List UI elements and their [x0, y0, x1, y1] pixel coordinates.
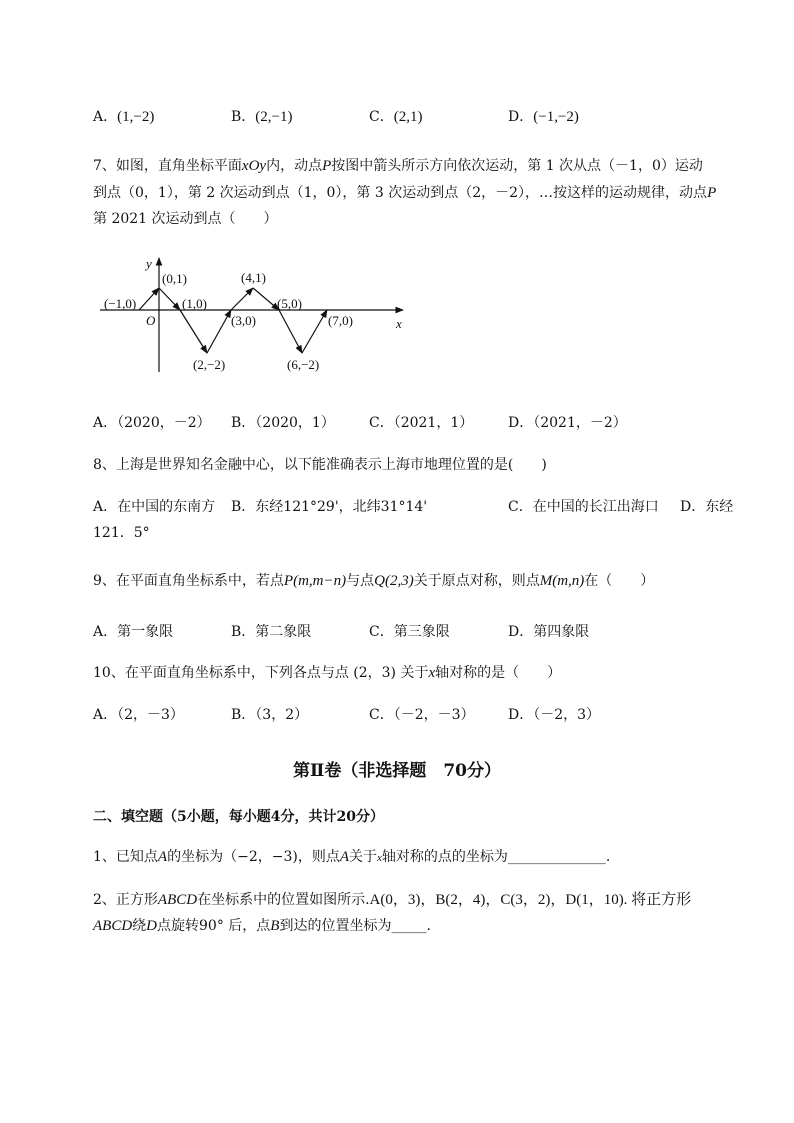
q8-stem: 8、上海是世界知名金融中心，以下能准确表示上海市地理位置的是( )	[93, 457, 547, 473]
stem-text: 1、已知点	[93, 849, 158, 865]
q9-option-d: D．第四象限	[508, 624, 590, 640]
var-b: B	[270, 918, 280, 934]
point-label: (4,1)	[241, 270, 266, 285]
var-abcd: ABCD	[157, 892, 198, 908]
q8-option-d-continued: 121．5°	[93, 525, 150, 541]
option-letter: A．	[93, 109, 118, 125]
stem-text: 关于原点对称，则点	[413, 573, 540, 589]
q7-option-a: A．（2020，－2）	[93, 415, 211, 431]
q8-option-a: A．在中国的东南方	[93, 499, 216, 515]
origin-label: O	[146, 313, 156, 328]
path-segment	[231, 288, 253, 310]
fill-question-2-line2	[93, 917, 431, 935]
var-xoy: xOy	[241, 158, 267, 174]
point-m: M(m,n)	[539, 573, 585, 589]
option-value: (−1,−2)	[533, 109, 579, 125]
stem-text: 9、在平面直角坐标系中，若点	[93, 573, 284, 589]
q7-coordinate-figure	[95, 252, 415, 377]
stem-text: 轴对称的点的坐标为______________.	[381, 849, 611, 865]
q7-option-d: D．（2021，－2）	[508, 415, 627, 431]
x-axis-label: x	[396, 316, 402, 331]
stem-text: 绕	[132, 918, 147, 934]
point-label: (3,0)	[231, 313, 256, 328]
stem-text: 与点	[346, 573, 375, 589]
var-x: x	[377, 852, 382, 864]
q10-option-c: C．（－2，－3）	[369, 707, 475, 723]
q7-stem-line3: 第 2021 次运动到点（ ）	[93, 211, 278, 227]
stem-text: 在（ ）	[584, 573, 655, 589]
point-label: (1,0)	[182, 296, 207, 311]
q8-option-c: C．在中国的长江出海口	[508, 499, 659, 515]
q9-stem	[93, 572, 654, 590]
point-label: (0,1)	[162, 271, 187, 286]
stem-text: 7、如图，直角坐标平面	[93, 158, 242, 174]
q6-option-d	[508, 108, 579, 126]
point-label: (6,−2)	[287, 357, 320, 372]
point-label: (5,0)	[277, 296, 302, 311]
q7-option-c: C．（2021，1）	[369, 415, 474, 431]
point-label: (7,0)	[328, 313, 353, 328]
option-letter: B．	[231, 109, 256, 125]
point-p: P(m,m−n)	[283, 573, 347, 589]
fill-question-2-line1	[93, 891, 691, 909]
q9-option-c: C．第三象限	[369, 624, 450, 640]
var-p: P	[322, 158, 332, 174]
q6-option-a	[93, 108, 154, 126]
q10-option-d: D．（－2，3）	[508, 707, 601, 723]
path-segment	[180, 310, 207, 353]
stem-text: 轴对称的是（ ）	[435, 665, 562, 681]
q10-option-b: B．（3，2）	[231, 707, 309, 723]
q10-stem	[93, 664, 561, 682]
option-value: (2,−1)	[255, 109, 293, 125]
fill-question-1	[93, 848, 610, 867]
q10-option-a: A．（2，－3）	[93, 707, 184, 723]
stem-text: 按图中箭头所示方向依次运动，第 1 次从点（－1，0）运动	[331, 158, 703, 174]
stem-text: 在坐标系中的位置如图所示.	[197, 892, 370, 908]
path-segment	[139, 288, 159, 310]
point-q: Q(2,3)	[374, 573, 414, 589]
section-heading: 二、填空题（5小题，每小题4分，共计20分）	[93, 809, 384, 825]
q7-stem-line1	[93, 157, 703, 175]
stem-text: 关于	[349, 849, 378, 865]
point-label: (−1,0)	[104, 296, 137, 311]
part2-title: 第Ⅱ卷（非选择题 70分）	[293, 761, 501, 781]
var-p: P	[707, 185, 717, 201]
option-value: (1,−2)	[117, 109, 155, 125]
q7-stem-line2	[93, 184, 716, 202]
q7-option-b: B．（2020，1）	[231, 415, 335, 431]
option-value: (2,1)	[393, 109, 423, 125]
q9-option-a: A．第一象限	[93, 624, 174, 640]
var-a: A	[157, 849, 168, 865]
coordinates-text: A(0，3)，B(2，4)，C(3，2)，D(1，10). 将正方形	[369, 892, 692, 908]
path-segment	[253, 288, 279, 310]
option-letter: C．	[369, 109, 394, 125]
path-segment	[207, 310, 231, 353]
q8-option-d: D．东经	[680, 499, 734, 515]
var-x: x	[428, 665, 436, 681]
option-letter: D．	[508, 109, 534, 125]
q6-option-c	[369, 108, 422, 126]
q8-option-b: B．东经121°29'，北纬31°14'	[231, 499, 428, 515]
var-d: D	[146, 918, 158, 934]
stem-text: 内，动点	[266, 158, 323, 174]
stem-text: 点旋转90° 后，点	[157, 918, 271, 934]
path-segment	[159, 288, 180, 310]
stem-text: 10、在平面直角坐标系中，下列各点与点 (2，3) 关于	[93, 665, 429, 681]
var-a: A	[339, 849, 350, 865]
q9-option-b: B．第二象限	[231, 624, 312, 640]
stem-text: 到达的位置坐标为_____.	[279, 918, 431, 934]
y-axis-label: y	[146, 256, 152, 271]
stem-text: 到点（0，1），第 2 次运动到点（1，0），第 3 次运动到点（2，－2），…按这样的运动规律，动点	[93, 185, 708, 201]
path-segment	[302, 310, 327, 353]
q6-option-b	[231, 108, 293, 126]
path-segment	[279, 310, 302, 353]
stem-text: 的坐标为（−2，−3)，则点	[167, 849, 340, 865]
point-label: (2,−2)	[193, 357, 226, 372]
stem-text: 2、正方形	[93, 892, 158, 908]
var-abcd: ABCD	[93, 918, 133, 934]
